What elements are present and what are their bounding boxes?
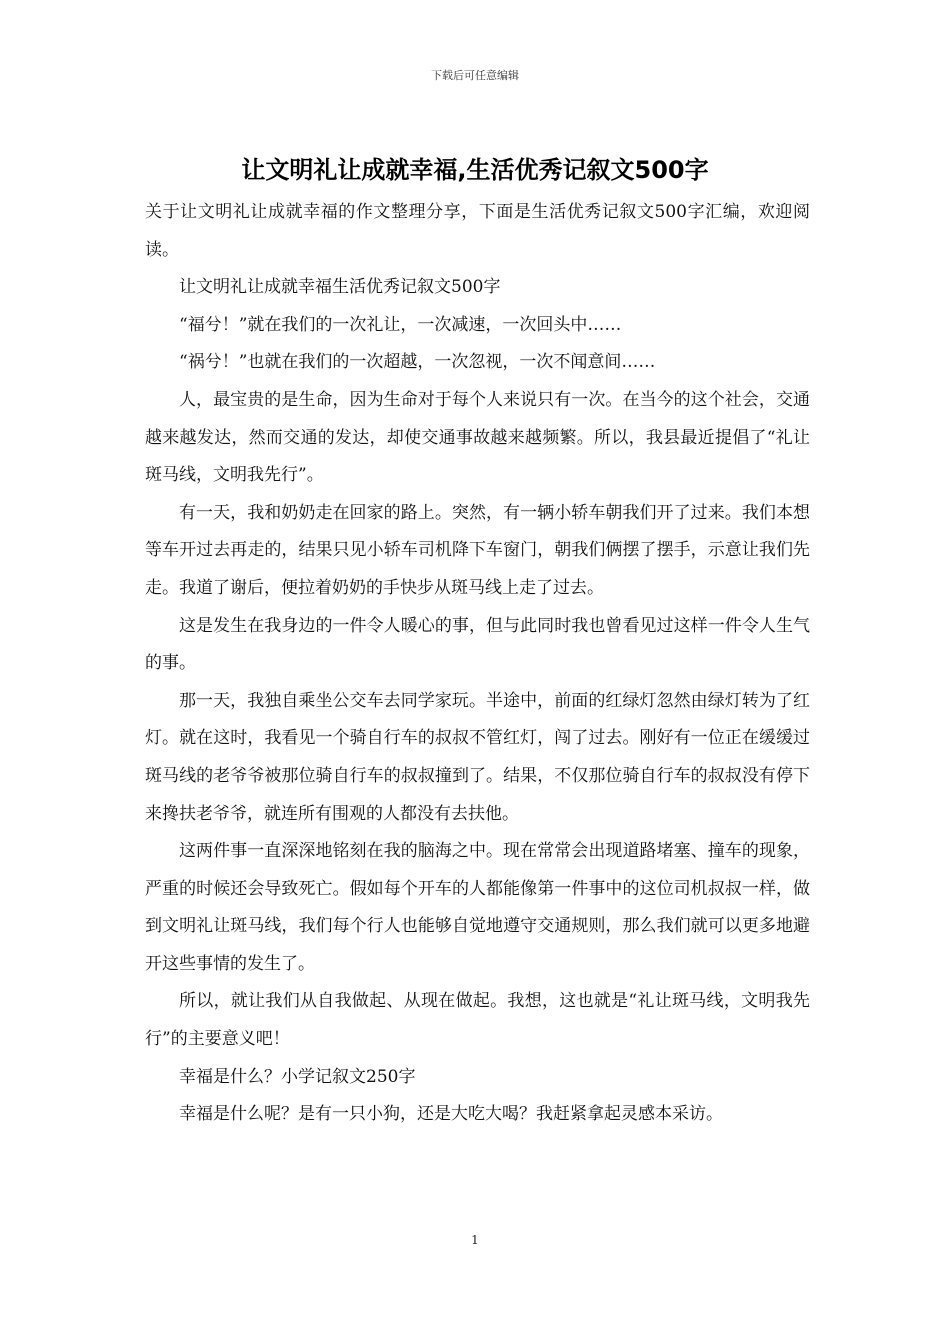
page-number: 1 xyxy=(471,1233,479,1247)
document-title: 让文明礼让成就幸福,生活优秀记叙文500字 xyxy=(241,156,709,184)
paragraph: 有一天，我和奶奶走在回家的路上。突然，有一辆小轿车朝我们开了过来。我们本想等车开过去再走的，结果只见小轿车司机降下车窗门，朝我们俩摆了摆手，示意让我们先走。我道了谢后，便拉着奶奶的手快步从斑马线上走了过去。 xyxy=(145,502,810,598)
page-header: 下载后可任意编辑 xyxy=(431,69,519,82)
document-body xyxy=(145,194,810,1134)
paragraph: 人，最宝贵的是生命，因为生命对于每个人来说只有一次。在当今的这个社会，交通越来越发达，然而交通的发达，却使交通事故越来越频繁。所以，我县最近提倡了“礼让斑马线，文明我先行”。 xyxy=(145,389,810,486)
paragraph-section-title: 幸福是什么？小学记叙文250字 xyxy=(179,1066,416,1087)
paragraph: 这两件事一直深深地铭刻在我的脑海之中。现在常常会出现道路堵塞、撞车的现象，严重的时候还会导致死亡。假如每个开车的人都能像第一件事中的这位司机叔叔一样，做到文明礼让斑马线，我们每个行人也能够自觉地遵守交通规则，那么我们就可以更多地避开这些事情的发生了。 xyxy=(145,841,810,974)
paragraph-intro: 关于让文明礼让成就幸福的作文整理分享，下面是生活优秀记叙文500字汇编，欢迎阅读。 xyxy=(145,202,810,260)
paragraph: 那一天，我独自乘坐公交车去同学家玩。半途中，前面的红绿灯忽然由绿灯转为了红灯。就在这时，我看见一个骑自行车的叔叔不管红灯，闯了过去。刚好有一位正在缓缓过斑马线的老爷爷被那位骑自行车的叔叔撞到了。结果，不仅那位骑自行车的叔叔没有停下来搀扶老爷爷，就连所有围观的人都没有去扶他。 xyxy=(145,690,810,824)
paragraph: 所以，就让我们从自我做起、从现在做起。我想，这也就是“礼让斑马线，文明我先行”的主要意义吧！ xyxy=(145,991,810,1050)
paragraph-subtitle: 让文明礼让成就幸福生活优秀记叙文500字 xyxy=(179,277,501,298)
paragraph: 幸福是什么呢？是有一只小狗，还是大吃大喝？我赶紧拿起灵感本采访。 xyxy=(179,1104,723,1125)
paragraph: “祸兮！”也就在我们的一次超越，一次忽视，一次不闻意间…… xyxy=(179,352,656,373)
paragraph: 这是发生在我身边的一件令人暖心的事，但与此同时我也曾看见过这样一件令人生气的事。 xyxy=(145,615,810,674)
paragraph: “福兮！”就在我们的一次礼让，一次减速，一次回头中…… xyxy=(179,314,622,335)
